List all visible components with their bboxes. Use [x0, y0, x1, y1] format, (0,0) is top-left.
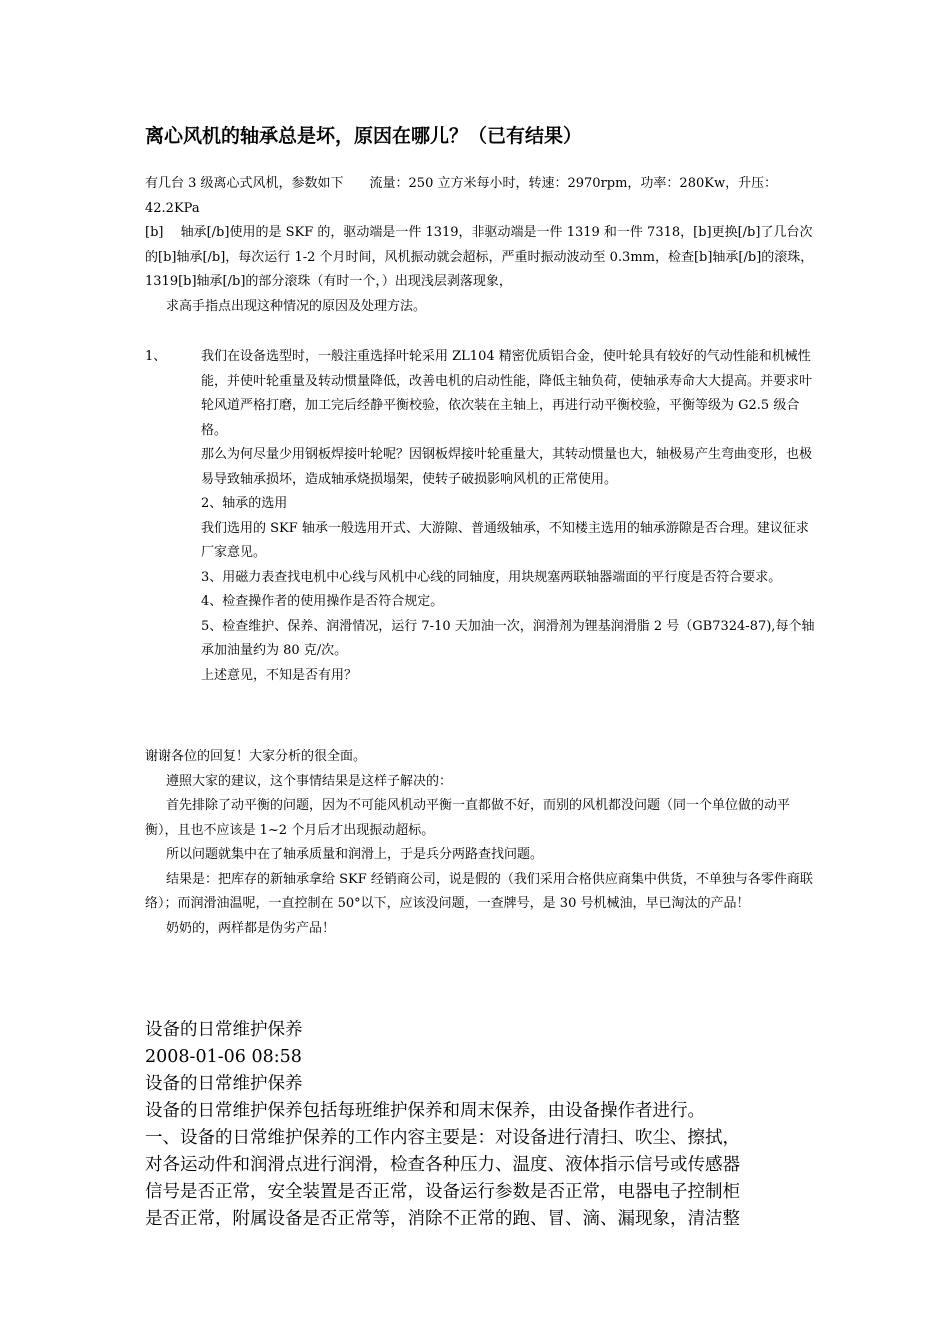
maintenance-line: 是否正常，附属设备是否正常等，消除不正常的跑、冒、滴、漏现象，清洁整	[145, 1209, 740, 1229]
question-section	[145, 172, 815, 319]
reply-paragraph: 4、检查操作者的使用操作是否符合规定。	[201, 594, 444, 609]
reply-paragraph: 2、轴承的选用	[201, 496, 288, 511]
reply-paragraph: 那么为何尽量少用钢板焊接叶轮呢？因钢板焊接叶轮重量大，其转动惯量也大，轴极易产生弯曲变形，也极易导致轴承损坏，造成轴承烧损塌架，使转子破损影响风机的正常使用。	[201, 447, 813, 487]
reply-paragraph: 5、检查维护、保养、润滑情况，运行 7-10 天加油一次，润滑剂为锂基润滑脂 2 号（GB7324-87),每个轴承加油量约为 80 克/次。	[201, 618, 815, 658]
question-paragraph: [b] 轴承[/b]使用的是 SKF 的，驱动端是一件 1319，非驱动端是一件 1319 和一件 7318，[b]更换[/b]了几台次的[b]轴承[/b]，每次运行 1-2 个月时间，风机振动就会超标，严重时振动波动至 0.3mm，检查[b]轴承[/b]的滚珠，1319[b]轴承[/b]的部分滚珠（有时一个，）出现浅层剥落现象，	[145, 225, 814, 289]
maintenance-heading: 设备的日常维护保养	[145, 1020, 303, 1040]
maintenance-subheading: 设备的日常维护保养	[145, 1074, 303, 1094]
reply-body	[201, 345, 815, 688]
question-paragraph: 有几台 3 级离心式风机，参数如下 流量：250 立方米每小时，转速：2970rpm，功率：280Kw，升压：42.2KPa	[145, 176, 778, 216]
maintenance-line: 设备的日常维护保养包括每班维护保养和周末保养，由设备操作者进行。	[145, 1101, 705, 1121]
result-paragraph: 奶奶的，两样都是伪劣产品！	[166, 920, 336, 936]
result-section	[145, 745, 815, 941]
maintenance-line: 一、设备的日常维护保养的工作内容主要是：对设备进行清扫、吹尘、擦拭，	[145, 1128, 740, 1148]
reply-paragraph: 3、用磁力表查找电机中心线与风机中心线的同轴度，用块规塞两联轴器端面的平行度是否符合要求。	[201, 569, 782, 585]
question-paragraph: 求高手指点出现这种情况的原因及处理方法。	[166, 298, 427, 314]
result-paragraph: 谢谢各位的回复！大家分析的很全面。	[145, 749, 367, 764]
maintenance-line: 信号是否正常，安全装置是否正常，设备运行参数是否正常，电器电子控制柜	[145, 1182, 740, 1202]
reply-paragraph: 上述意见，不知是否有用？	[201, 667, 358, 683]
maintenance-section	[145, 1017, 815, 1233]
article-title: 离心风机的轴承总是坏，原因在哪儿？（已有结果）	[145, 125, 583, 147]
reply-paragraph: 我们在设备选型时，一般注重选择叶轮采用 ZL104 精密优质铝合金，使叶轮具有较好的气动性能和机械性能，并使叶轮重量及转动惯量降低，改善电机的启动性能，降低主轴负荷，使轴承寿命大大提高。并要求叶轮风道严格打磨，加工完后经静平衡校验，依次装在主轴上，再进行动平衡校验，平衡等级为 G2.5 级合格。	[201, 349, 813, 438]
result-paragraph: 所以问题就集中在了轴承质量和润滑上，于是兵分两路查找问题。	[166, 847, 544, 862]
maintenance-line: 对各运动件和润滑点进行润滑，检查各种压力、温度、液体指示信号或传感器	[145, 1155, 740, 1175]
reply-paragraph: 我们选用的 SKF 轴承一般选用开式、大游隙、普通级轴承，不知楼主选用的轴承游隙是否合理。建议征求厂家意见。	[201, 520, 809, 560]
result-paragraph: 首先排除了动平衡的问题，因为不可能风机动平衡一直都做不好，而别的风机都没问题（同一个单位做的动平衡），且也不应该是 1~2 个月后才出现振动超标。	[145, 798, 791, 838]
maintenance-date: 2008-01-06 08:58	[145, 1047, 302, 1067]
result-paragraph: 结果是：把库存的新轴承拿给 SKF 经销商公司，说是假的（我们采用合格供应商集中供货，不单独与各零件商联络）；而润滑油温呢，一直控制在 50°以下，应该没问题，一查牌号，是 30 号机械油，早已淘汰的产品！	[145, 871, 813, 911]
reply-number: 1、	[145, 349, 167, 364]
result-paragraph: 遵照大家的建议，这个事情结果是这样子解决的：	[166, 773, 453, 789]
